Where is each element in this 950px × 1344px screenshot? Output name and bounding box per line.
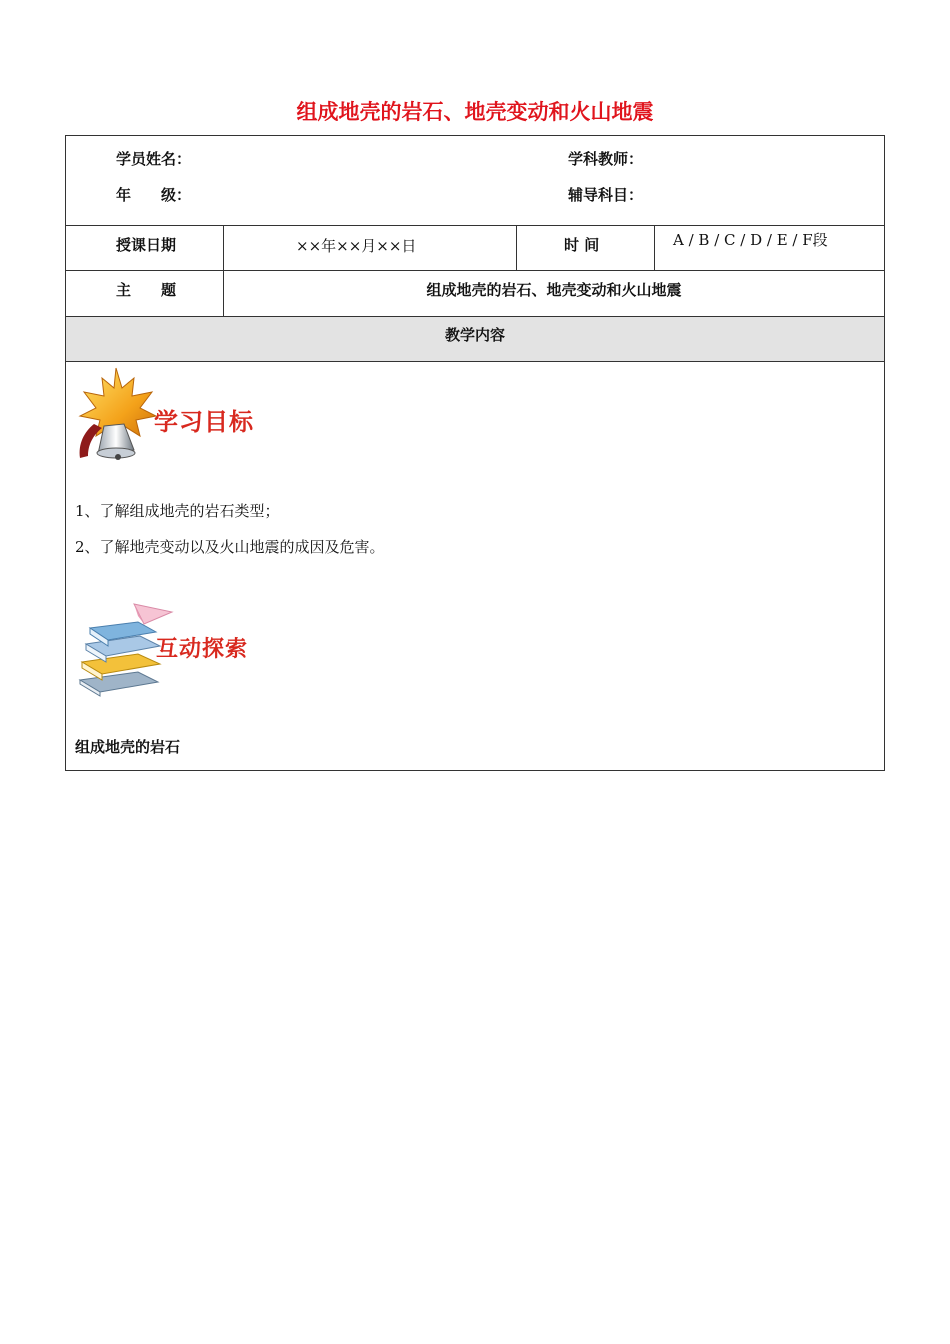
section-heading: 组成地壳的岩石 [75, 738, 181, 756]
grade-label: 年 级： [116, 186, 192, 204]
objective-item-1: 1、了解组成地壳的岩石类型； [75, 502, 280, 520]
content-heading: 教学内容 [444, 326, 505, 344]
maple-leaf-bell-icon [74, 366, 158, 462]
document-title: 组成地壳的岩石、地壳变动和火山地震 [296, 100, 654, 124]
content-heading-row [66, 317, 884, 362]
topic-row [66, 271, 884, 317]
topic-label-cell [66, 271, 223, 316]
topic-label: 主 题 [116, 281, 177, 299]
schedule-row [66, 226, 884, 271]
topic-value-cell [223, 271, 884, 316]
subject-label: 辅导科目： [568, 186, 644, 204]
explore-banner [76, 602, 266, 702]
student-name-label: 学员姓名： [116, 150, 192, 168]
student-info-row [66, 136, 884, 226]
date-label: 授课日期 [116, 236, 177, 254]
date-label-cell [66, 226, 223, 270]
time-value-cell [654, 226, 884, 270]
lesson-plan-table [65, 135, 885, 771]
objectives-banner-text: 学习目标 [154, 408, 254, 436]
time-label: 时 间 [564, 236, 600, 254]
explore-banner-text: 互动探索 [156, 637, 249, 662]
objectives-banner [74, 366, 264, 464]
content-body [66, 362, 884, 770]
teacher-label: 学科教师： [568, 150, 644, 168]
date-value: ××年××月××日 [296, 237, 417, 255]
topic-value: 组成地壳的岩石、地壳变动和火山地震 [426, 281, 682, 299]
date-value-cell [223, 226, 516, 270]
objective-item-2: 2、了解地壳变动以及火山地震的成因及危害。 [75, 538, 385, 556]
time-value: A / B / C / D / E / F段 [673, 231, 828, 249]
time-label-cell [516, 226, 654, 270]
